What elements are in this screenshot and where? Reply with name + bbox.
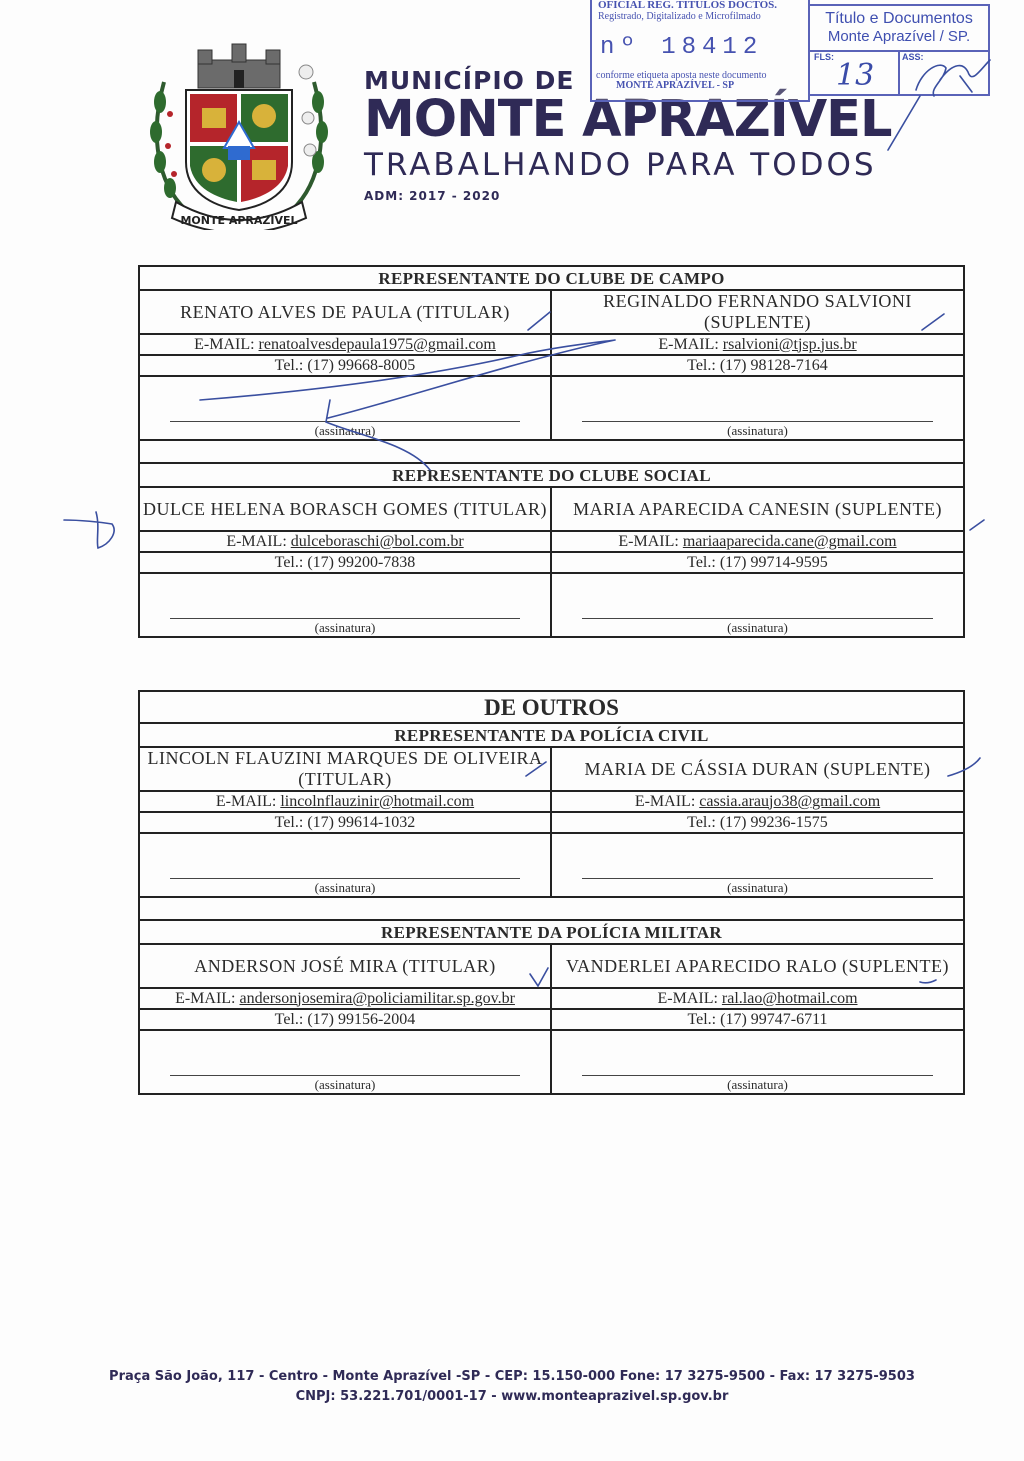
titular-name: ANDERSON JOSÉ MIRA (TITULAR)	[139, 944, 551, 988]
signature-line	[170, 1075, 520, 1076]
suplente-name: REGINALDO FERNANDO SALVIONI (SUPLENTE)	[551, 290, 964, 334]
brand-administration: ADM: 2017 - 2020	[364, 189, 501, 203]
suplente-email: rsalvioni@tjsp.jus.br	[722, 335, 857, 353]
titular-name: LINCOLN FLAUZINI MARQUES DE OLIVEIRA (TITULAR)	[139, 747, 551, 791]
suplente-name: MARIA APARECIDA CANESIN (SUPLENTE)	[551, 487, 964, 531]
signature-line	[170, 421, 520, 422]
section-title-clube-social: REPRESENTANTE DO CLUBE SOCIAL	[139, 463, 964, 487]
signature-line	[582, 878, 933, 879]
cotton-branch-right-icon	[292, 65, 328, 210]
suplente-signature-field	[551, 833, 964, 897]
signature-label: (assinatura)	[314, 620, 376, 635]
suplente-signature-field	[551, 1030, 964, 1094]
titular-signature-field	[139, 1030, 551, 1094]
suplente-email-cell	[551, 988, 964, 1009]
signature-label: (assinatura)	[727, 1077, 788, 1092]
check-mark-icon	[970, 520, 984, 530]
signature-line	[170, 878, 520, 879]
titular-signature-field	[139, 573, 551, 637]
email-label: E-MAIL:	[634, 792, 696, 810]
email-label: E-MAIL:	[215, 792, 277, 810]
titular-phone: Tel.: (17) 99614-1032	[139, 812, 551, 833]
stamp-fls-handwritten: 13	[836, 58, 875, 93]
footer-cnpj-website: CNPJ: 53.221.701/0001-17 - www.monteaprazivel.sp.gov.br	[295, 1389, 729, 1404]
suplente-phone: Tel.: (17) 99236-1575	[551, 812, 964, 833]
signature-label: (assinatura)	[314, 423, 376, 438]
suplente-email-cell	[551, 791, 964, 812]
section-title-policia-militar: REPRESENTANTE DA POLÍCIA MILITAR	[139, 920, 964, 944]
signature-line	[582, 1075, 933, 1076]
titular-email-cell	[139, 531, 551, 552]
signature-label: (assinatura)	[314, 880, 376, 895]
titular-email: lincolnflauzinir@hotmail.com	[280, 792, 475, 810]
signature-line	[582, 618, 933, 619]
titles-documents-stamp	[808, 4, 990, 96]
stamp-ass-label: ASS:	[902, 52, 924, 62]
titular-name: DULCE HELENA BORASCH GOMES (TITULAR)	[139, 487, 551, 531]
titular-email-cell	[139, 988, 551, 1009]
suplente-email-cell	[551, 531, 964, 552]
suplente-email: ral.lao@hotmail.com	[721, 989, 858, 1007]
brand-name: MONTE APRAZÍVEL	[364, 90, 892, 149]
titular-phone: Tel.: (17) 99668-8005	[139, 355, 551, 376]
signature-label: (assinatura)	[314, 1077, 376, 1092]
shield-icon	[186, 90, 292, 210]
mural-crown-icon	[198, 44, 280, 88]
signature-line	[170, 618, 520, 619]
titular-phone: Tel.: (17) 99156-2004	[139, 1009, 551, 1030]
titular-signature-field	[139, 376, 551, 440]
section-spacer	[139, 897, 964, 920]
crest-ribbon-text: MONTE APRAZÍVEL	[180, 214, 298, 227]
titular-email-cell	[139, 791, 551, 812]
titular-email: dulceboraschi@bol.com.br	[290, 532, 464, 550]
stamp-line-city: MONTE APRAZÍVEL - SP	[616, 80, 735, 91]
margin-mark	[64, 512, 114, 548]
suplente-email-cell	[551, 334, 964, 355]
section-title-clube-campo: REPRESENTANTE DO CLUBE DE CAMPO	[139, 266, 964, 290]
suplente-name: MARIA DE CÁSSIA DURAN (SUPLENTE)	[551, 747, 964, 791]
email-label: E-MAIL:	[657, 989, 718, 1007]
suplente-name: VANDERLEI APARECIDO RALO (SUPLENTE)	[551, 944, 964, 988]
stamp-fls-label: FLS:	[814, 52, 834, 62]
brand-slogan: TRABALHANDO PARA TODOS	[364, 147, 877, 183]
email-label: E-MAIL:	[658, 335, 719, 353]
signature-label: (assinatura)	[727, 880, 788, 895]
brand-municipio: MUNICÍPIO DE	[364, 66, 575, 95]
coffee-branch-left-icon	[150, 82, 186, 210]
suplente-email: cassia.araujo38@gmail.com	[699, 792, 881, 810]
titular-email-cell	[139, 334, 551, 355]
stamp-line-conforme: conforme etiqueta aposta neste documento	[596, 70, 767, 81]
suplente-phone: Tel.: (17) 98128-7164	[551, 355, 964, 376]
section-title-policia-civil: REPRESENTANTE DA POLÍCIA CIVIL	[139, 723, 964, 747]
titular-email: andersonjosemira@policiamilitar.sp.gov.br	[239, 989, 515, 1007]
stamp-line-registrado: Registrado, Digitalizado e Microfilmado	[598, 11, 761, 22]
suplente-phone: Tel.: (17) 99747-6711	[551, 1009, 964, 1030]
email-label: E-MAIL:	[194, 335, 255, 353]
footer-address: Praça São João, 117 - Centro - Monte Aprazível -SP - CEP: 15.150-000 Fone: 17 3275-9500 - Fax: 17 3275-9503	[109, 1369, 915, 1384]
signature-label: (assinatura)	[727, 423, 788, 438]
suplente-signature-field	[551, 376, 964, 440]
section-spacer	[139, 440, 964, 463]
email-label: E-MAIL:	[175, 989, 236, 1007]
suplente-email: mariaaparecida.cane@gmail.com	[682, 532, 897, 550]
stamp-vertical-divider	[898, 50, 900, 94]
email-label: E-MAIL:	[226, 532, 287, 550]
clubs-representatives-table	[138, 265, 965, 638]
stamp-slash	[888, 96, 920, 150]
titular-email: renatoalvesdepaula1975@gmail.com	[258, 335, 496, 353]
suplente-signature-field	[551, 573, 964, 637]
titular-name: RENATO ALVES DE PAULA (TITULAR)	[139, 290, 551, 334]
stamp-city: Monte Aprazível / SP.	[827, 28, 971, 45]
signature-line	[582, 421, 933, 422]
suplente-phone: Tel.: (17) 99714-9595	[551, 552, 964, 573]
section-title-outros: DE OUTROS	[139, 691, 964, 723]
titular-signature-field	[139, 833, 551, 897]
registry-stamp	[590, 0, 810, 102]
others-representatives-table	[138, 690, 965, 1095]
stamp-title: Título e Documentos	[825, 10, 973, 27]
titular-phone: Tel.: (17) 99200-7838	[139, 552, 551, 573]
email-label: E-MAIL:	[618, 532, 679, 550]
municipal-coat-of-arms	[146, 42, 332, 230]
stamp-line-oficial: OFICIAL REG. TITULOS DOCTOS.	[598, 0, 778, 11]
signature-label: (assinatura)	[727, 620, 788, 635]
page-footer	[0, 1367, 1024, 1407]
stamp-registry-number: nº 18412	[600, 34, 764, 61]
